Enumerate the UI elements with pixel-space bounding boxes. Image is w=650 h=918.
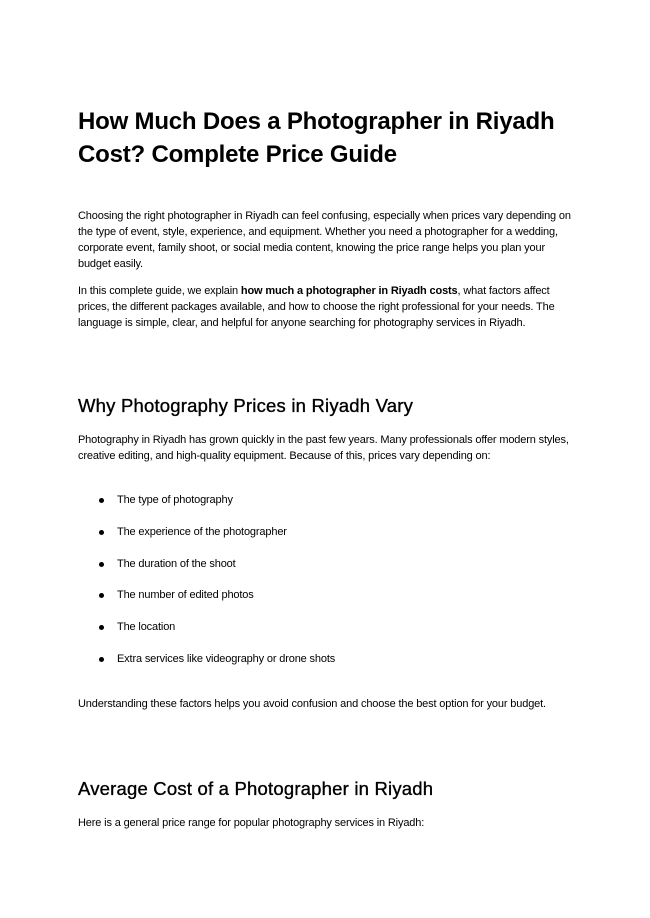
bullet-icon [99, 593, 104, 598]
price-factors-list [78, 492, 573, 683]
bullet-icon [99, 657, 104, 662]
guide-paragraph-bold-keyword: how much a photographer in Riyadh costs [240, 285, 458, 297]
list-item-text: Extra services like videography or drone shots [117, 652, 336, 665]
guide-paragraph-text-before: In this complete guide, we explain [78, 285, 241, 297]
bullet-icon [99, 562, 104, 567]
why-prices-vary-paragraph: Photography in Riyadh has grown quickly in the past few years. Many professionals offer modern styles, creative editing, and high-quality equipment. Because of this, prices vary depending on: [78, 434, 569, 462]
guide-paragraph-text-after: , what factors affect prices, the different packages available, and how to choose the right professional for your needs. The language is simple, clear, and helpful for anyone searching for photography services in Riyadh. [78, 285, 555, 329]
list-item [78, 556, 573, 588]
list-item [78, 619, 573, 651]
document-title: How Much Does a Photographer in Riyadh Cost? Complete Price Guide [78, 108, 555, 168]
intro-paragraph: Choosing the right photographer in Riyadh can feel confusing, especially when prices vary depending on the type of event, style, experience, and equipment. Whether you need a photographer for a wedding, corporate event, family shoot, or social media content, knowing the price range helps you plan your budget easily. [78, 210, 571, 270]
bullet-icon [99, 530, 104, 535]
list-item [78, 587, 573, 619]
list-item-text: The number of edited photos [117, 589, 254, 602]
guide-paragraph [78, 283, 573, 331]
list-item-text: The type of photography [117, 494, 233, 506]
why-prices-vary-closing-paragraph: Understanding these factors helps you avoid confusion and choose the best option for your budget. [78, 698, 546, 710]
list-item-text: The location [117, 621, 176, 634]
list-item [78, 651, 573, 683]
list-item-text: The duration of the shoot [117, 557, 236, 570]
list-item [78, 524, 573, 556]
list-item [78, 492, 573, 524]
bullet-icon [99, 498, 104, 503]
average-cost-paragraph: Here is a general price range for popular photography services in Riyadh: [78, 817, 425, 829]
section-heading-why-prices-vary: Why Photography Prices in Riyadh Vary [78, 395, 414, 416]
list-item-text: The experience of the photographer [117, 525, 287, 538]
bullet-icon [99, 625, 104, 630]
section-heading-average-cost: Average Cost of a Photographer in Riyadh [78, 778, 434, 799]
